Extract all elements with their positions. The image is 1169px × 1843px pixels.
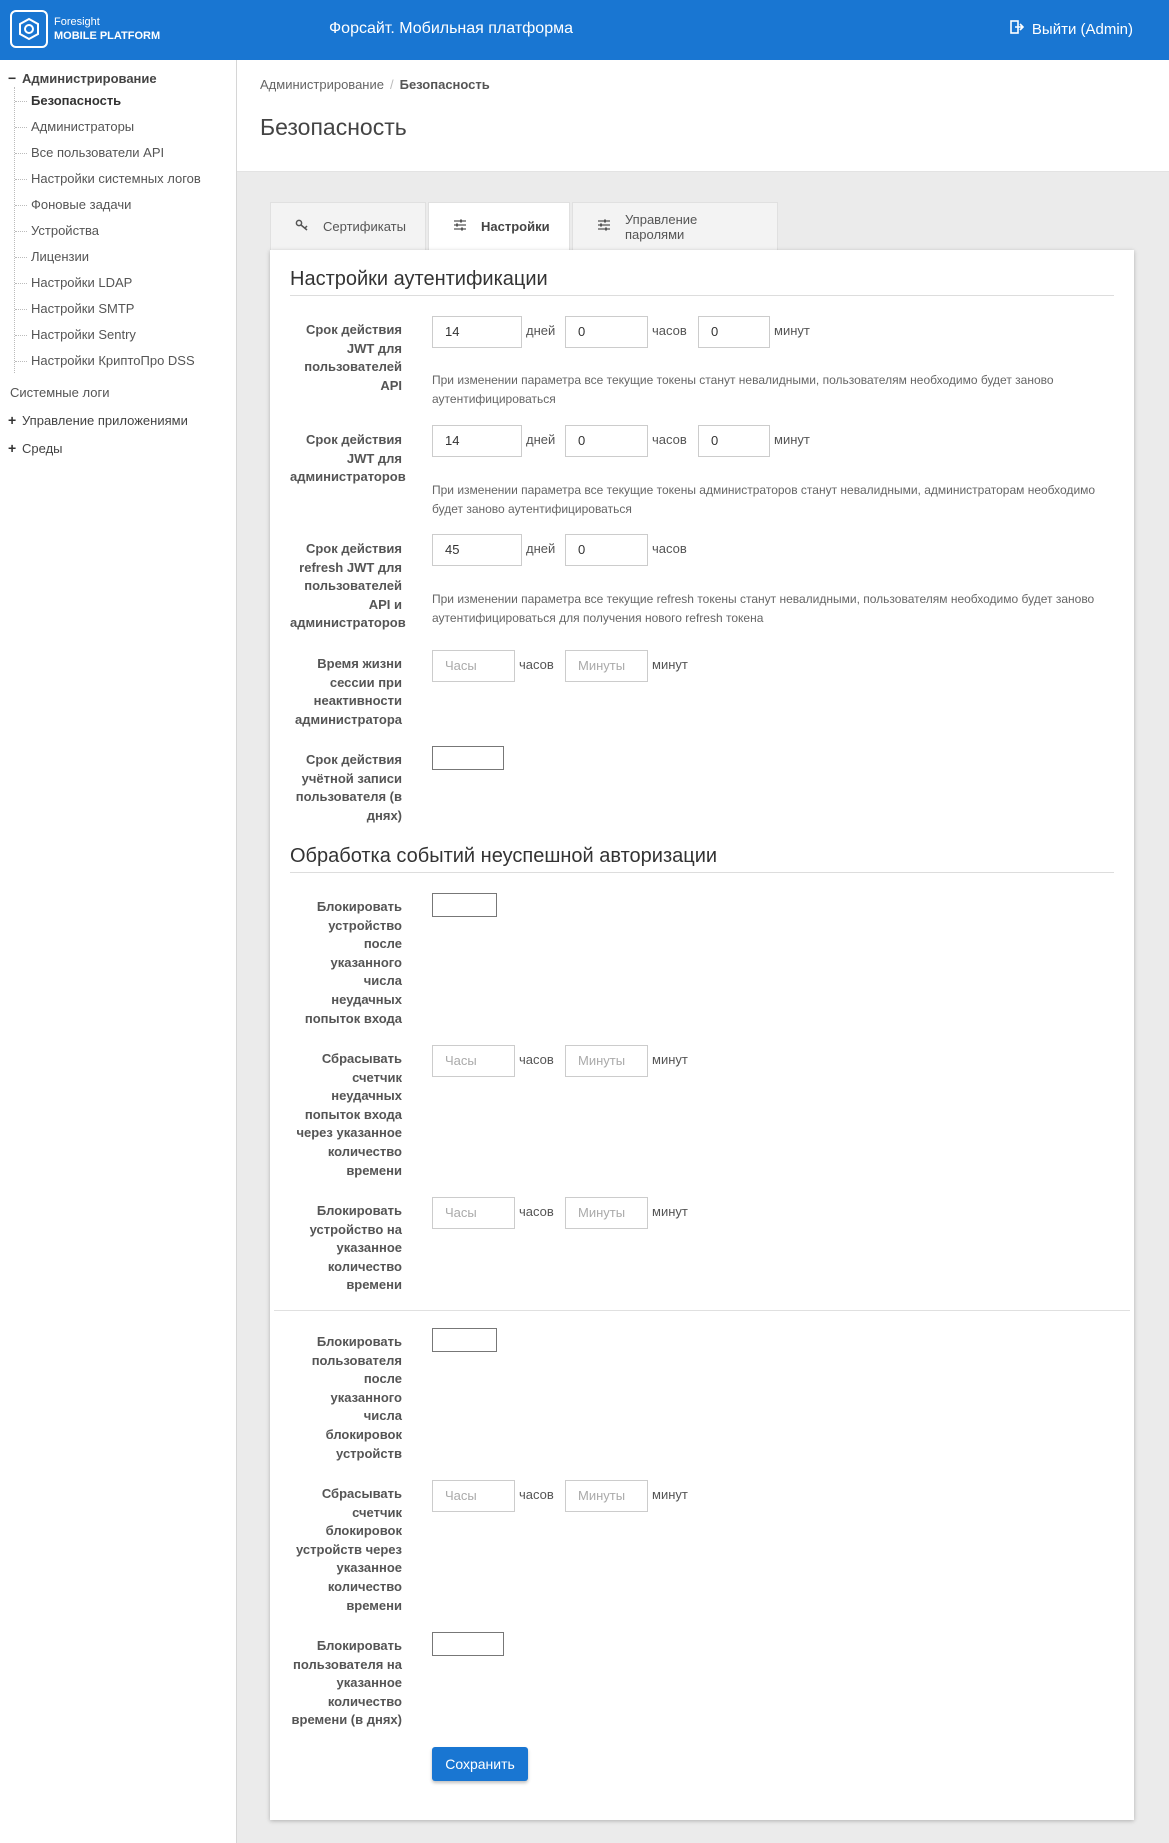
label-jwt-admins: Срок действия JWT для администраторов [290, 432, 406, 485]
reset-counter-hours-input[interactable]: Часы [432, 1045, 515, 1077]
logout-button[interactable] [1010, 20, 1133, 38]
sidebar-item-smtp[interactable]: Настройки SMTP [31, 301, 135, 316]
top-bar [0, 0, 1169, 60]
unit-minutes: минут [652, 1052, 688, 1067]
jwt-users-hours-input[interactable]: 0 [565, 316, 648, 348]
unit-minutes: минут [652, 1204, 688, 1219]
sidebar-group-admin[interactable] [8, 70, 157, 86]
label-reset-device-blocks: Сбрасывать счетчик блокировок устройств через указанное количество времени [296, 1486, 402, 1613]
unit-days: дней [526, 432, 556, 447]
sidebar-item-ldap[interactable]: Настройки LDAP [31, 275, 133, 290]
block-user-after-input[interactable] [432, 1328, 497, 1352]
label-refresh-jwt: Срок действия refresh JWT для пользователей API и администраторов [290, 541, 406, 631]
divider [274, 1310, 1130, 1311]
account-validity-input[interactable] [432, 746, 504, 770]
breadcrumb [260, 77, 490, 92]
session-minutes-input[interactable]: Минуты [565, 650, 648, 682]
label-block-user-for: Блокировать пользователя на указанное количество времени (в днях) [291, 1638, 402, 1728]
logo-line2: MOBILE PLATFORM [54, 30, 161, 42]
session-hours-input[interactable]: Часы [432, 650, 515, 682]
sidebar-item-security[interactable]: Безопасность [31, 93, 122, 108]
section-title-auth: Настройки аутентификации [290, 268, 1114, 296]
sidebar-group-apps[interactable] [8, 412, 188, 428]
sidebar-item-api-users[interactable]: Все пользователи API [31, 145, 165, 160]
save-button[interactable]: Сохранить [432, 1747, 528, 1781]
app-title: Форсайт. Мобильная платформа [329, 20, 573, 37]
breadcrumb-root[interactable]: Администрирование [260, 77, 384, 92]
sidebar-item-admins[interactable]: Администраторы [31, 119, 135, 134]
unit-hours: часов [519, 1052, 554, 1067]
logo[interactable] [10, 10, 160, 48]
breadcrumb-separator: / [389, 77, 394, 92]
jwt-users-days-input[interactable]: 14 [432, 316, 522, 348]
tree-line [14, 87, 15, 373]
unit-hours: часов [652, 541, 687, 556]
label-block-device-after: Блокировать устройство после указанного числа неудачных попыток входа [304, 899, 402, 1026]
label-account-validity: Срок действия учётной записи пользователя (в днях) [295, 752, 402, 823]
page-title: Безопасность [260, 114, 407, 140]
expand-icon: + [8, 412, 17, 428]
tab-certificates[interactable] [270, 202, 426, 250]
logout-label: Выйти (Admin) [1031, 20, 1133, 38]
breadcrumb-current: Безопасность [399, 77, 490, 92]
label-block-user-after: Блокировать пользователя после указанного числа блокировок устройств [311, 1334, 402, 1461]
block-device-hours-input[interactable]: Часы [432, 1197, 515, 1229]
unit-minutes: минут [652, 657, 688, 672]
unit-days: дней [526, 323, 556, 338]
sidebar-item-devices[interactable]: Устройства [31, 223, 100, 238]
block-device-after-input[interactable] [432, 893, 497, 917]
block-user-for-input[interactable] [432, 1632, 504, 1656]
tab-label: Сертификаты [323, 219, 406, 234]
refresh-jwt-days-input[interactable]: 45 [432, 534, 522, 566]
logo-text [54, 15, 160, 43]
jwt-admins-minutes-input[interactable]: 0 [698, 425, 770, 457]
sliders-icon [453, 219, 467, 234]
sidebar-item-background-tasks[interactable]: Фоновые задачи [31, 197, 132, 212]
sidebar-group-apps-label: Управление приложениями [22, 412, 188, 428]
sidebar-item-cryptopro[interactable]: Настройки КриптоПро DSS [31, 353, 195, 368]
label-block-device-for: Блокировать устройство на указанное количество времени [309, 1203, 402, 1293]
logout-icon [1010, 20, 1024, 38]
sidebar-item-log-settings[interactable]: Настройки системных логов [31, 171, 201, 186]
expand-icon: + [8, 440, 17, 456]
sidebar-group-envs-label: Среды [22, 440, 63, 456]
sidebar-item-sentry[interactable]: Настройки Sentry [31, 327, 136, 342]
reset-device-blocks-hours-input[interactable]: Часы [432, 1480, 515, 1512]
page-header [237, 60, 1169, 172]
tabs [270, 202, 780, 250]
reset-device-blocks-minutes-input[interactable]: Минуты [565, 1480, 648, 1512]
refresh-jwt-hours-input[interactable]: 0 [565, 534, 648, 566]
sliders-icon [597, 219, 611, 234]
hint-jwt-users: При изменении параметра все текущие токены станут невалидными, пользователям необходимо будет заново аутентифицироваться [432, 373, 1054, 406]
sidebar [0, 60, 237, 1843]
unit-days: дней [526, 541, 556, 556]
label-jwt-users: Срок действия JWT для пользователей API [304, 322, 402, 393]
section-title-failed-auth: Обработка событий неуспешной авторизации [290, 845, 1114, 873]
unit-hours: часов [519, 1487, 554, 1502]
sidebar-item-licenses[interactable]: Лицензии [31, 249, 89, 264]
sidebar-group-admin-label: Администрирование [22, 70, 157, 86]
unit-hours: часов [519, 1204, 554, 1219]
unit-hours: часов [652, 432, 687, 447]
jwt-admins-days-input[interactable]: 14 [432, 425, 522, 457]
logo-line1: Foresight [54, 16, 100, 28]
unit-minutes: минут [774, 432, 810, 447]
unit-minutes: минут [652, 1487, 688, 1502]
collapse-icon: − [8, 70, 17, 86]
tab-label: Управление паролями [625, 211, 698, 242]
unit-minutes: минут [774, 323, 810, 338]
tab-password-management[interactable] [572, 202, 778, 250]
unit-hours: часов [652, 323, 687, 338]
block-device-minutes-input[interactable]: Минуты [565, 1197, 648, 1229]
tab-label: Настройки [481, 219, 550, 234]
label-session-lifetime: Время жизни сессии при неактивности администратора [294, 656, 402, 727]
settings-card [270, 250, 1134, 1820]
hint-jwt-admins: При изменении параметра все текущие токены администраторов станут невалидными, администраторам необходимо будет заново аутентифицироваться [432, 483, 1096, 516]
key-icon [295, 219, 309, 234]
label-reset-counter: Сбрасывать счетчик неудачных попыток входа через указанное количество времени [296, 1051, 402, 1178]
reset-counter-minutes-input[interactable]: Минуты [565, 1045, 648, 1077]
sidebar-group-envs[interactable] [8, 440, 63, 456]
hint-refresh-jwt: При изменении параметра все текущие refresh токены станут невалидными, пользователям необходимо будет заново аутентифицироваться для получения нового refresh токена [432, 592, 1095, 625]
logo-icon [10, 10, 48, 48]
jwt-admins-hours-input[interactable]: 0 [565, 425, 648, 457]
jwt-users-minutes-input[interactable]: 0 [698, 316, 770, 348]
unit-hours: часов [519, 657, 554, 672]
tab-settings[interactable] [428, 202, 570, 250]
sidebar-item-system-logs[interactable]: Системные логи [10, 385, 110, 400]
